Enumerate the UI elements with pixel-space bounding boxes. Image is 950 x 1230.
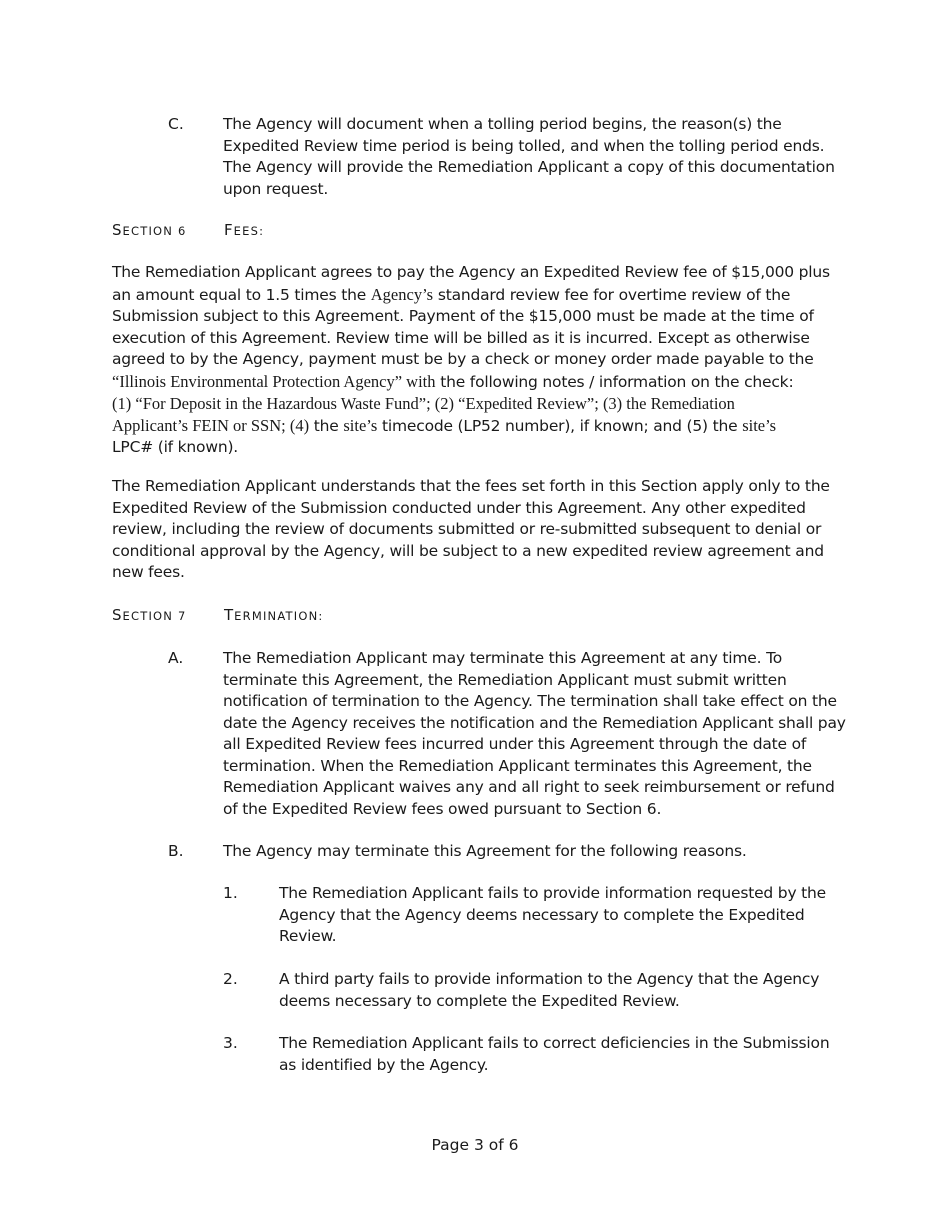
reason-1-marker: 1. [223,884,238,902]
text-line: of the Expedited Review fees owed pursuant to Section 6. [223,799,662,818]
section-6-scope-paragraph [112,476,830,584]
text-line: The Remediation Applicant understands that the fees set forth in this Section apply only to the [112,477,830,495]
text-line: Remediation Applicant waives any and all right to seek reimbursement or refund [223,778,835,796]
item-b-text: The Agency may terminate this Agreement for the following reasons. [223,842,747,860]
text-line: deems necessary to complete the Expedited Review. [279,991,680,1010]
text-line: termination. When the Remediation Applicant terminates this Agreement, the [223,756,812,775]
text-line: The Agency will provide the Remediation Applicant a copy of this documentation [223,158,835,176]
text-line: (1) “For Deposit in the Hazardous Waste Fund”; (2) “Expedited Review”; (3) the Remediation [112,394,735,413]
section-7-title: TERMINATION: [224,606,324,624]
reason-2-marker: 2. [223,970,238,988]
text-line: The Remediation Applicant agrees to pay the Agency an Expedited Review fee of $15,000 plus [112,263,830,281]
text-line: agreed to by the Agency, payment must be by a check or money order made payable to the [112,350,814,368]
section-6-number: SECTION 6 [112,221,187,239]
text-line: The Remediation Applicant may terminate this Agreement at any time. To [223,649,783,667]
text-line: The Remediation Applicant fails to correct deficiencies in the Submission [279,1034,830,1052]
text-line: review, including the review of documents submitted or re-submitted subsequent to denial or [112,520,822,538]
text-line: Applicant’s FEIN or SSN; (4) the site’s timecode (LP52 number), if known; and (5) the site’s [112,415,777,435]
text-line: Expedited Review time period is being tolled, and when the tolling period ends. [223,136,825,155]
item-b-marker: B. [168,842,184,860]
item-a-marker: A. [168,649,184,667]
section-7-number: SECTION 7 [112,606,187,624]
item-a-text [223,648,846,820]
item-c-marker: C. [168,115,184,133]
text-line: Submission subject to this Agreement. Payment of the $15,000 must be made at the time of [112,307,814,325]
text-line: execution of this Agreement. Review time will be billed as it is incurred. Except as otherwise [112,328,810,347]
section-6-title: FEES: [224,221,265,239]
text-line: date the Agency receives the notification and the Remediation Applicant shall pay [223,713,846,732]
text-line: as identified by the Agency. [279,1055,489,1074]
reason-1-text [279,883,826,948]
page-number: Page 3 of 6 [431,1136,519,1154]
text-line: upon request. [223,179,329,198]
text-line: an amount equal to 1.5 times the Agency’s standard review fee for overtime review of the [112,284,791,304]
text-line: A third party fails to provide information to the Agency that the Agency [279,970,820,988]
reason-3-text [279,1033,829,1076]
text-line: new fees. [112,563,185,581]
section-6-fee-paragraph [112,262,830,459]
text-line: Agency that the Agency deems necessary to complete the Expedited [279,905,805,924]
text-line: LPC# (if known). [112,438,239,456]
text-line: notification of termination to the Agency. The termination shall take effect on the [223,692,837,710]
text-line: terminate this Agreement, the Remediation Applicant must submit written [223,670,787,689]
reason-3-marker: 3. [223,1034,238,1052]
text-line: all Expedited Review fees incurred under this Agreement through the date of [223,735,807,753]
item-c-text [223,114,835,200]
text-line: conditional approval by the Agency, will be subject to a new expedited review agreement and [112,541,824,560]
reason-2-text [279,969,819,1012]
text-line: The Remediation Applicant fails to provide information requested by the [279,884,826,902]
text-line: “Illinois Environmental Protection Agency” with the following notes / information on the check: [112,371,794,391]
text-line: Expedited Review of the Submission conducted under this Agreement. Any other expedited [112,498,806,517]
text-line: The Agency will document when a tolling period begins, the reason(s) the [223,115,782,133]
text-line: Review. [279,927,337,945]
